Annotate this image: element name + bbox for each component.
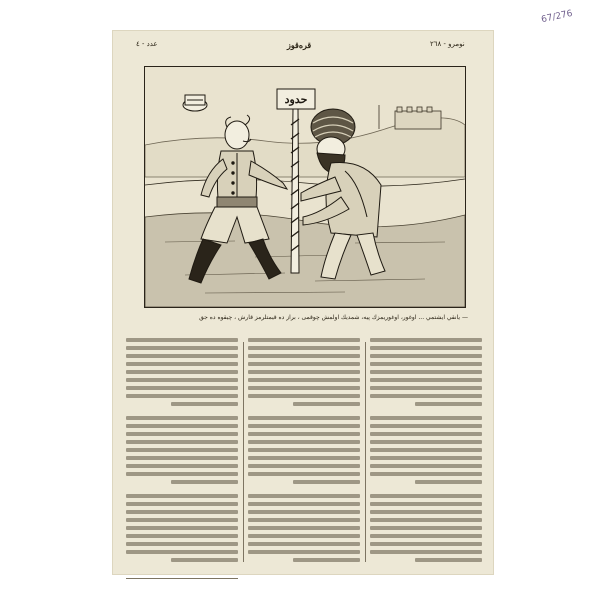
column-divider <box>365 342 366 562</box>
text-line <box>370 464 482 468</box>
text-line <box>126 464 238 468</box>
text-line <box>370 416 482 420</box>
text-line <box>248 354 360 358</box>
text-line <box>370 362 482 366</box>
paragraph-gap <box>248 566 360 568</box>
text-line <box>293 558 360 562</box>
column-divider <box>243 342 244 562</box>
text-line <box>126 370 238 374</box>
text-line <box>126 432 238 436</box>
text-line <box>126 510 238 514</box>
text-line <box>370 448 482 452</box>
paragraph-gap <box>370 566 482 568</box>
column-left <box>126 338 238 568</box>
text-line <box>248 534 360 538</box>
text-line <box>248 472 360 476</box>
text-line <box>126 362 238 366</box>
text-line <box>293 402 360 406</box>
text-line <box>415 558 482 562</box>
text-line <box>126 518 238 522</box>
cartoon-drawing <box>145 67 465 307</box>
text-line <box>248 440 360 444</box>
text-line <box>370 542 482 546</box>
text-line <box>126 448 238 452</box>
text-line <box>248 518 360 522</box>
masthead-issue: عدد - ٤ <box>136 40 158 48</box>
masthead <box>112 40 494 54</box>
text-line <box>370 510 482 514</box>
text-line <box>126 534 238 538</box>
text-line <box>370 354 482 358</box>
text-line <box>171 480 238 484</box>
cartoon-caption: — يانقي ايشتمي ... اوغور، اوغوريمزك پيه، شمديك اولمش چوقمى ، براز ده قيمتلرمز قارش ، چيقوه ده جق <box>199 314 468 321</box>
text-line <box>248 494 360 498</box>
text-line <box>370 534 482 538</box>
text-line <box>370 550 482 554</box>
paragraph-gap <box>126 566 238 568</box>
text-line <box>370 432 482 436</box>
text-line <box>370 386 482 390</box>
column-right <box>370 338 482 568</box>
masthead-title: قره‌قوز <box>287 40 312 50</box>
text-line <box>370 394 482 398</box>
text-line <box>126 346 238 350</box>
text-line <box>248 370 360 374</box>
wire-line <box>145 179 465 186</box>
text-line <box>248 338 360 342</box>
text-line <box>248 362 360 366</box>
text-line <box>248 386 360 390</box>
text-line <box>248 378 360 382</box>
text-line <box>370 346 482 350</box>
text-line <box>248 416 360 420</box>
footer-rule <box>126 578 238 579</box>
boundary-sign-text: حدود <box>284 93 308 106</box>
newspaper-page <box>112 30 494 575</box>
text-line <box>248 346 360 350</box>
catalog-mark: 67/276 <box>540 8 574 26</box>
text-line <box>370 494 482 498</box>
text-line <box>370 472 482 476</box>
text-line <box>126 550 238 554</box>
text-line <box>126 456 238 460</box>
masthead-number: نومرو - ٢٦٨ <box>430 40 465 48</box>
text-line <box>126 386 238 390</box>
text-line <box>248 550 360 554</box>
text-line <box>370 338 482 342</box>
text-line <box>248 424 360 428</box>
text-line <box>126 378 238 382</box>
text-line <box>126 424 238 428</box>
text-line <box>370 526 482 530</box>
text-line <box>248 456 360 460</box>
text-line <box>126 440 238 444</box>
article-columns <box>126 338 482 568</box>
text-line <box>370 440 482 444</box>
text-line <box>126 494 238 498</box>
text-line <box>248 526 360 530</box>
text-line <box>415 480 482 484</box>
text-line <box>126 354 238 358</box>
text-line <box>126 542 238 546</box>
text-line <box>248 432 360 436</box>
text-line <box>126 472 238 476</box>
text-line <box>370 378 482 382</box>
text-line <box>248 394 360 398</box>
column-middle <box>248 338 360 568</box>
text-line <box>370 502 482 506</box>
text-line <box>370 370 482 374</box>
fort-icon <box>379 105 441 129</box>
text-line <box>293 480 360 484</box>
text-line <box>126 338 238 342</box>
text-line <box>248 502 360 506</box>
text-line <box>171 558 238 562</box>
text-line <box>370 424 482 428</box>
hat-icon <box>183 95 207 111</box>
text-line <box>126 526 238 530</box>
text-line <box>415 402 482 406</box>
text-line <box>370 456 482 460</box>
text-line <box>126 416 238 420</box>
text-line <box>126 502 238 506</box>
text-line <box>370 518 482 522</box>
cartoon-illustration <box>144 66 466 308</box>
text-line <box>126 394 238 398</box>
text-line <box>248 510 360 514</box>
text-line <box>248 542 360 546</box>
text-line <box>248 464 360 468</box>
text-line <box>248 448 360 452</box>
text-line <box>171 402 238 406</box>
